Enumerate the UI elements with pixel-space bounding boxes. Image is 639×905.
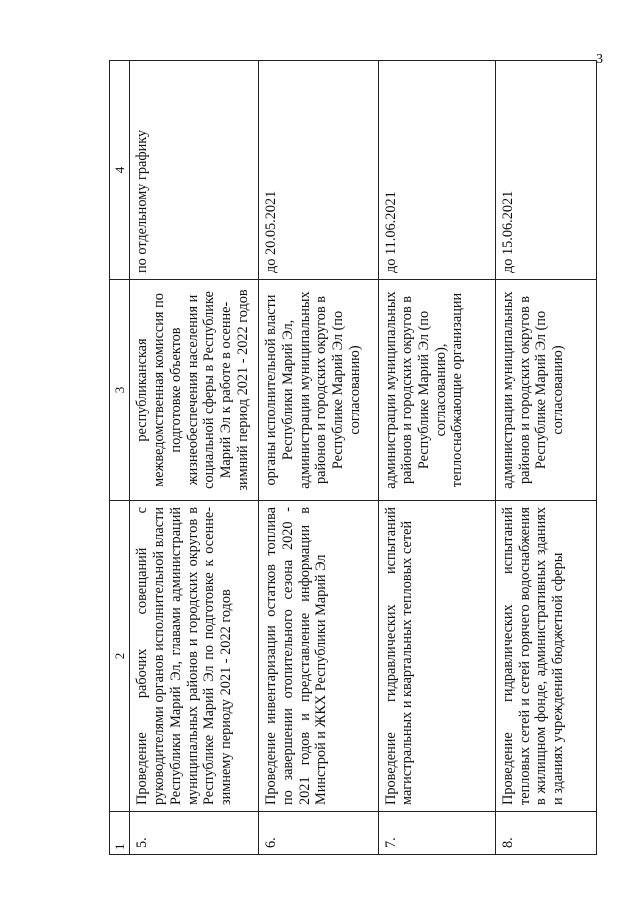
- row-number: 7.: [378, 812, 495, 855]
- header-col-2: 2: [110, 501, 130, 812]
- row-deadline: до 11.06.2021: [378, 61, 495, 280]
- row-activity: Проведение рабочих совещаний с руководителями органов исполнительной власти Республики Марий Эл, главами администраций муниципальных районов и городских округов в Республике Марий Эл по подготовке к осенне-зимнему периоду 2021 - 2022 годов: [130, 501, 259, 812]
- row-responsible: администрации муниципальных районов и городских округов в Республике Марий Эл (по согласованию): [495, 280, 596, 501]
- row-number: 8.: [495, 812, 596, 855]
- row-responsible: органы исполнительной власти Республики Марий Эл, администрации муниципальных районов и городских округов в Республике Марий Эл (по согласованию): [259, 280, 378, 501]
- table-row: [130, 61, 259, 855]
- row-responsible: республиканская межведомственная комиссия по подготовке объектов жизнеобеспечения населения и социальной сферы в Республике Марий Эл к работе в осенне-зимний период 2021 - 2022 годов: [130, 280, 259, 501]
- row-deadline: по отдельному графику: [130, 61, 259, 280]
- table-row: [495, 61, 596, 855]
- header-col-1: 1: [110, 812, 130, 855]
- header-col-4: 4: [110, 61, 130, 280]
- rotated-table-container: [109, 60, 597, 855]
- row-responsible: администрации муниципальных районов и городских округов в Республике Марий Эл (по согласованию), теплоснабжающие организации: [378, 280, 495, 501]
- measures-table: [109, 60, 597, 855]
- row-activity: Проведение гидравлических испытаний магистральных и квартальных тепловых сетей: [378, 501, 495, 812]
- table-row: [378, 61, 495, 855]
- row-activity: Проведение гидравлических испытаний тепловых сетей и сетей горячего водоснабжения в жилищном фонде, административных зданиях и зданиях учреждений бюджетной сферы: [495, 501, 596, 812]
- row-deadline: до 15.06.2021: [495, 61, 596, 280]
- table-row: [259, 61, 378, 855]
- row-deadline: до 20.05.2021: [259, 61, 378, 280]
- row-number: 5.: [130, 812, 259, 855]
- table-header-row: [110, 61, 130, 855]
- page-number: 3: [596, 52, 603, 67]
- header-col-3: 3: [110, 280, 130, 501]
- row-number: 6.: [259, 812, 378, 855]
- row-activity: Проведение инвентаризации остатков топлива по завершении отопительного сезона 2020 - 2021 годов и представление информации в Минстрой и ЖКХ Республики Марий Эл: [259, 501, 378, 812]
